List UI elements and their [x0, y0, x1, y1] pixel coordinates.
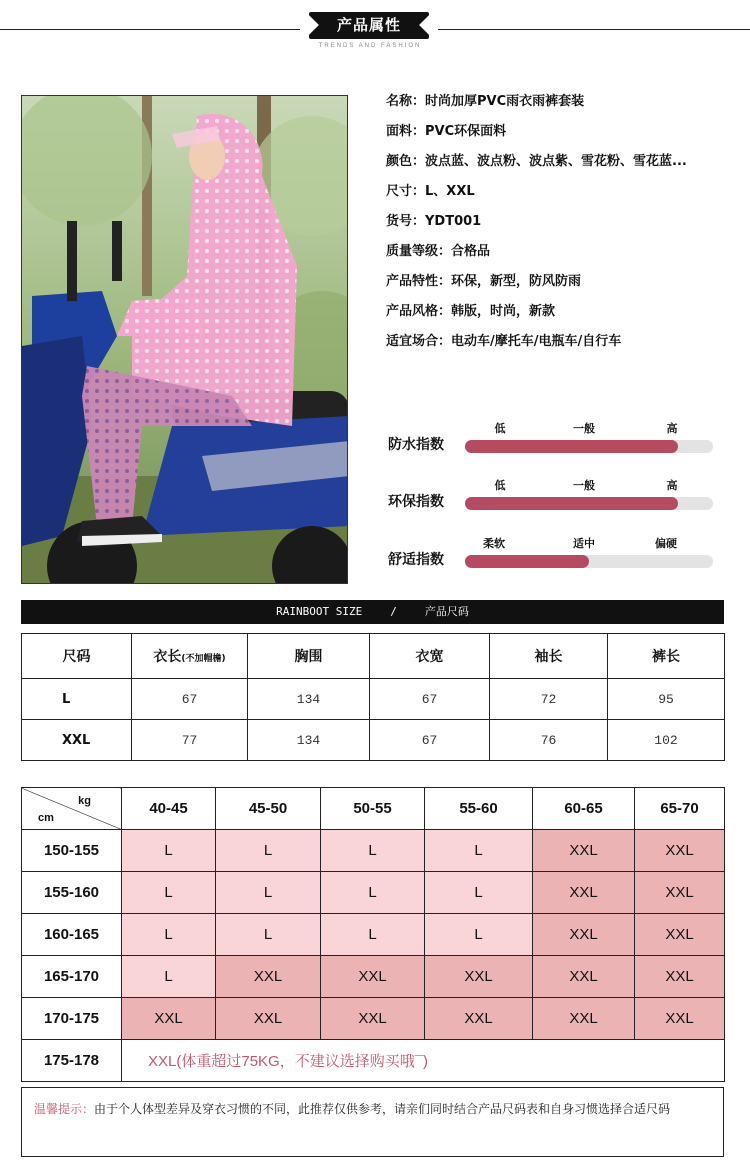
table-cell: 67 [370, 679, 490, 720]
size-table-header [22, 634, 725, 679]
height-cell: 165-170 [22, 956, 122, 998]
index-track [465, 555, 713, 568]
size-cell: XXL [216, 956, 321, 998]
size-cell: XXL [533, 998, 635, 1040]
waterproof-index [388, 420, 728, 470]
index-tick-high: 高 [666, 479, 678, 492]
size-cell: XXL [321, 956, 425, 998]
header-line-right [438, 29, 750, 30]
attr-item-no: 货号：YDT001 [386, 214, 482, 229]
col-length: 衣长(不加帽檐) [132, 634, 248, 679]
index-label: 环保指数 [388, 494, 444, 510]
table-cell: 76 [490, 720, 608, 761]
index-track [465, 440, 713, 453]
size-cell: XXL [635, 914, 725, 956]
table-cell: 67 [370, 720, 490, 761]
table-row [22, 679, 725, 720]
size-cell: XXL [533, 914, 635, 956]
tip-text: 由于个人体型差异及穿衣习惯的不同，此推荐仅供参考，请亲们同时结合产品尺码表和自身习惯选择合适尺码 [94, 1102, 671, 1116]
size-cell: L [321, 914, 425, 956]
col-chest: 胸围 [248, 634, 370, 679]
size-cell: L [425, 914, 533, 956]
attr-fabric: 面料：PVC环保面料 [386, 124, 507, 139]
height-cell: 170-175 [22, 998, 122, 1040]
col-pants: 裤长 [608, 634, 725, 679]
table-cell: 134 [248, 679, 370, 720]
header-line-left [0, 29, 300, 30]
table-cell: 134 [248, 720, 370, 761]
eco-index [388, 477, 728, 527]
section-title: 产品属性 [309, 12, 429, 39]
banner-sep: / [390, 605, 397, 618]
index-tick-low: 低 [494, 479, 506, 492]
size-cell: L [216, 914, 321, 956]
size-cell: L [321, 830, 425, 872]
col-sleeve: 袖长 [490, 634, 608, 679]
height-cell: 150-155 [22, 830, 122, 872]
weight-col: 50-55 [321, 788, 425, 830]
size-cell: L [216, 872, 321, 914]
size-table [21, 633, 725, 761]
size-cell: L [122, 956, 216, 998]
col-width: 衣宽 [370, 634, 490, 679]
index-fill [465, 440, 678, 453]
cm-label: cm [38, 812, 54, 824]
banner-left: RAINBOOT SIZE [276, 605, 363, 618]
attr-name: 名称：时尚加厚PVC雨衣雨裤套装 [386, 94, 585, 109]
corner-cell [22, 788, 122, 830]
kg-label: kg [78, 795, 91, 807]
size-banner [21, 600, 724, 624]
index-tick-low: 低 [494, 422, 506, 435]
table-cell: 95 [608, 679, 725, 720]
height-cell: 155-160 [22, 872, 122, 914]
size-cell: XXL [533, 956, 635, 998]
size-cell: XXL [122, 998, 216, 1040]
index-tick-high: 高 [666, 422, 678, 435]
product-photo [21, 95, 348, 584]
size-cell: XXL [216, 998, 321, 1040]
size-cell: XXL [533, 872, 635, 914]
table-cell: L [22, 679, 132, 720]
size-cell: XXL [635, 998, 725, 1040]
col-size: 尺码 [22, 634, 132, 679]
size-cell: XXL [321, 998, 425, 1040]
size-cell: L [321, 872, 425, 914]
size-cell: L [425, 830, 533, 872]
index-fill [465, 555, 589, 568]
weight-col: 65-70 [635, 788, 725, 830]
attr-color: 颜色：波点蓝、波点粉、波点紫、雪花粉、雪花蓝... [386, 154, 687, 169]
banner-right: 产品尺码 [424, 605, 469, 618]
index-tick-mid: 一般 [573, 422, 595, 435]
table-row [22, 956, 725, 998]
size-cell: XXL [425, 956, 533, 998]
attr-occasion: 适宜场合：电动车/摩托车/电瓶车/自行车 [386, 334, 622, 349]
table-cell: 77 [132, 720, 248, 761]
size-cell: XXL [533, 830, 635, 872]
size-cell: L [216, 830, 321, 872]
index-track [465, 497, 713, 510]
size-cell: L [122, 872, 216, 914]
weight-col: 45-50 [216, 788, 321, 830]
table-cell: 67 [132, 679, 248, 720]
table-cell: 72 [490, 679, 608, 720]
weight-height-table [21, 787, 725, 1082]
oversize-note: XXL(体重超过75KG，不建议选择购买哦¯) [122, 1040, 725, 1082]
index-tick-hard: 偏硬 [655, 537, 677, 550]
attr-quality: 质量等级：合格品 [386, 244, 491, 259]
index-fill [465, 497, 678, 510]
weight-col: 40-45 [122, 788, 216, 830]
product-photo-art [22, 96, 348, 584]
size-cell: L [122, 914, 216, 956]
weight-col: 55-60 [425, 788, 533, 830]
index-label: 舒适指数 [388, 552, 444, 568]
weight-header-row [22, 788, 725, 830]
size-cell: XXL [425, 998, 533, 1040]
section-subtitle: TRENDS AND FASHION [318, 43, 422, 49]
size-cell: L [122, 830, 216, 872]
table-row [22, 1040, 725, 1082]
comfort-index [388, 535, 728, 585]
table-cell: 102 [608, 720, 725, 761]
size-cell: XXL [635, 956, 725, 998]
attr-feature: 产品特性：环保，新型，防风防雨 [386, 274, 582, 289]
table-row [22, 872, 725, 914]
index-tick-mid: 适中 [573, 537, 595, 550]
size-cell: L [425, 872, 533, 914]
size-tip [21, 1087, 724, 1157]
attr-size: 尺寸：L、XXL [386, 184, 475, 199]
index-tick-soft: 柔软 [483, 537, 505, 550]
table-row [22, 830, 725, 872]
table-row [22, 998, 725, 1040]
height-cell: 160-165 [22, 914, 122, 956]
attr-style: 产品风格：韩版，时尚，新款 [386, 304, 556, 319]
table-row [22, 720, 725, 761]
table-row [22, 914, 725, 956]
height-cell: 175-178 [22, 1040, 122, 1082]
attribute-list [386, 90, 746, 360]
table-cell: XXL [22, 720, 132, 761]
index-label: 防水指数 [388, 437, 444, 453]
index-tick-mid: 一般 [573, 479, 595, 492]
size-cell: XXL [635, 830, 725, 872]
tip-label: 温馨提示： [34, 1102, 95, 1116]
size-cell: XXL [635, 872, 725, 914]
weight-col: 60-65 [533, 788, 635, 830]
